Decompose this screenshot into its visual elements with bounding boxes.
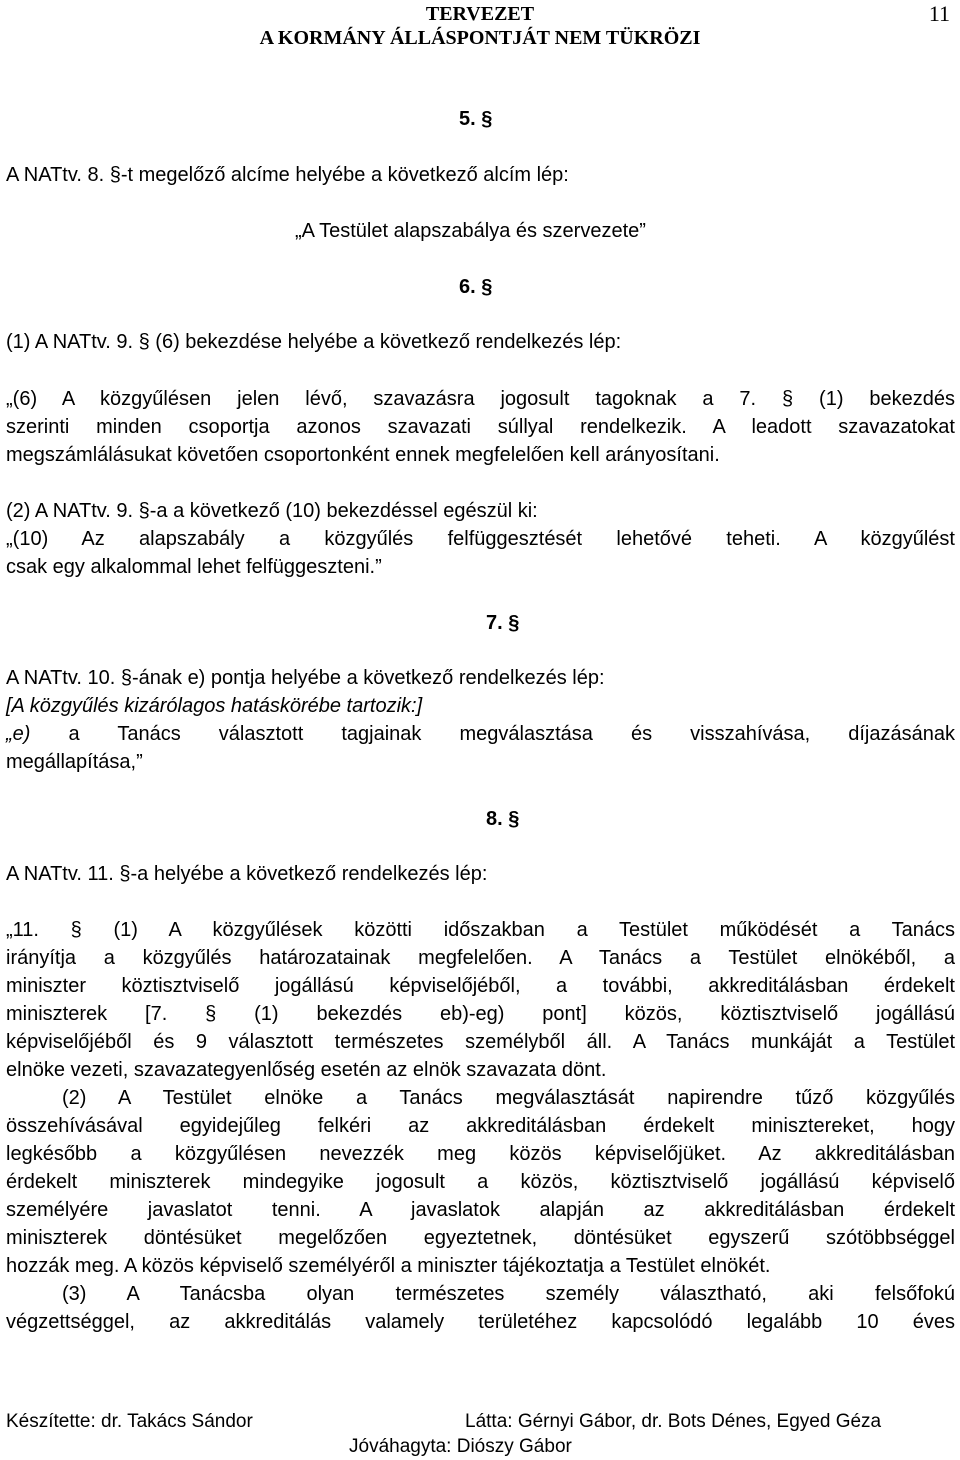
- section-6-paragraph-2: (2) A NATtv. 9. §-a a következő (10) bekezdéssel egészül ki:: [6, 500, 538, 522]
- section-8-line: személyére javaslatot tenni. A javaslatok alapján az akkreditálásban érdekelt: [6, 1199, 955, 1221]
- footer-seen-by: Látta: Gérnyi Gábor, dr. Bots Dénes, Egyed Géza: [465, 1411, 882, 1432]
- section-7-heading: 7. §: [486, 612, 520, 634]
- section-5-heading: 5. §: [459, 108, 493, 130]
- section-8-line: (2) A Testület elnöke a Tanács megválasztását napirendre tűző közgyűlés: [62, 1087, 955, 1109]
- section-6-heading: 6. §: [459, 276, 493, 298]
- section-6-quote-2-line-1: „(10) Az alapszabály a közgyűlés felfüggesztését lehetővé teheti. A közgyűlést: [6, 528, 955, 550]
- section-7-quote-line-2: megállapítása,”: [6, 751, 143, 773]
- section-8-line: irányítja a közgyűlés határozatainak megfelelően. A Tanács a Testület elnökéből, a: [6, 947, 955, 969]
- disclaimer-label: A KORMÁNY ÁLLÁSPONTJÁT NEM TÜKRÖZI: [259, 27, 701, 49]
- footer-prepared-by: Készítette: dr. Takács Sándor: [6, 1411, 253, 1432]
- section-8-line: miniszter köztisztviselő jogállású képviselőjéből, a további, akkreditálásban érdekelt: [6, 975, 955, 997]
- section-8-heading: 8. §: [486, 808, 520, 830]
- section-8-line: hozzák meg. A közös képviselő személyéről a miniszter tájékoztatja a Testület elnökét.: [6, 1255, 771, 1277]
- footer-approved-by: Jóváhagyta: Diószy Gábor: [349, 1436, 572, 1457]
- section-8-line: „11. § (1) A közgyűlések közötti időszakban a Testület működését a Tanács: [6, 919, 955, 941]
- draft-label: TERVEZET: [425, 3, 535, 25]
- section-8-line: miniszterek [7. § (1) bekezdés eb)-eg) pont] közös, köztisztviselő jogállású: [6, 1003, 955, 1025]
- section-8-line: legkésőbb a közgyűlésen nevezzék meg közös képviselőjüket. Az akkreditálásban: [6, 1143, 955, 1165]
- section-8-line: képviselőjéből és 9 választott természetes személyből áll. A Tanács munkáját a Testület: [6, 1031, 955, 1053]
- section-7-point-text: a Tanács választott tagjainak megválasztása és visszahívása, díjazásának: [68, 723, 955, 745]
- section-7-quote-line-1: [6, 722, 955, 746]
- section-7-intro: A NATtv. 10. §-ának e) pontja helyébe a következő rendelkezés lép:: [6, 667, 605, 689]
- section-5-intro: A NATtv. 8. §-t megelőző alcíme helyébe a következő alcím lép:: [6, 164, 569, 186]
- page-number: 11: [928, 1, 950, 26]
- section-8-line: összehívásával egyidejűleg felkéri az akkreditálásban érdekelt minisztereket, hogy: [6, 1115, 955, 1137]
- section-8-line: végzettséggel, az akkreditálás valamely területéhez kapcsolódó legalább 10 éves: [6, 1311, 955, 1333]
- section-6-quote-1-line-2: szerinti minden csoportja azonos szavazati súllyal rendelkezik. A leadott szavazatokat: [6, 416, 955, 438]
- section-6-paragraph-1: (1) A NATtv. 9. § (6) bekezdése helyébe a következő rendelkezés lép:: [6, 331, 622, 353]
- section-6-quote-1-line-3: megszámlálásukat követően csoportonként ennek megfelelően kell arányosítani.: [6, 444, 720, 466]
- section-8-intro: A NATtv. 11. §-a helyébe a következő rendelkezés lép:: [6, 863, 488, 885]
- section-5-quote: „A Testület alapszabálya és szervezete”: [295, 220, 646, 242]
- section-6-quote-1-line-1: „(6) A közgyűlésen jelen lévő, szavazásra jogosult tagoknak a 7. § (1) bekezdés: [6, 388, 955, 410]
- section-8-line: miniszterek döntésüket megelőzően egyeztetnek, döntésüket egyszerű szótöbbséggel: [6, 1227, 955, 1249]
- section-8-line: (3) A Tanácsba olyan természetes személy választható, aki felsőfokú: [62, 1283, 955, 1305]
- section-8-line: elnöke vezeti, szavazategyenlőség esetén az elnök szavazata dönt.: [6, 1059, 607, 1081]
- section-7-point-label: „e): [6, 723, 31, 745]
- section-7-bracket: [A közgyűlés kizárólagos hatáskörébe tartozik:]: [6, 695, 423, 717]
- section-8-line: érdekelt miniszterek mindegyike jogosult a közös, köztisztviselő jogállású képviselő: [6, 1171, 955, 1193]
- section-6-quote-2-line-2: csak egy alkalommal lehet felfüggeszteni.”: [6, 556, 382, 578]
